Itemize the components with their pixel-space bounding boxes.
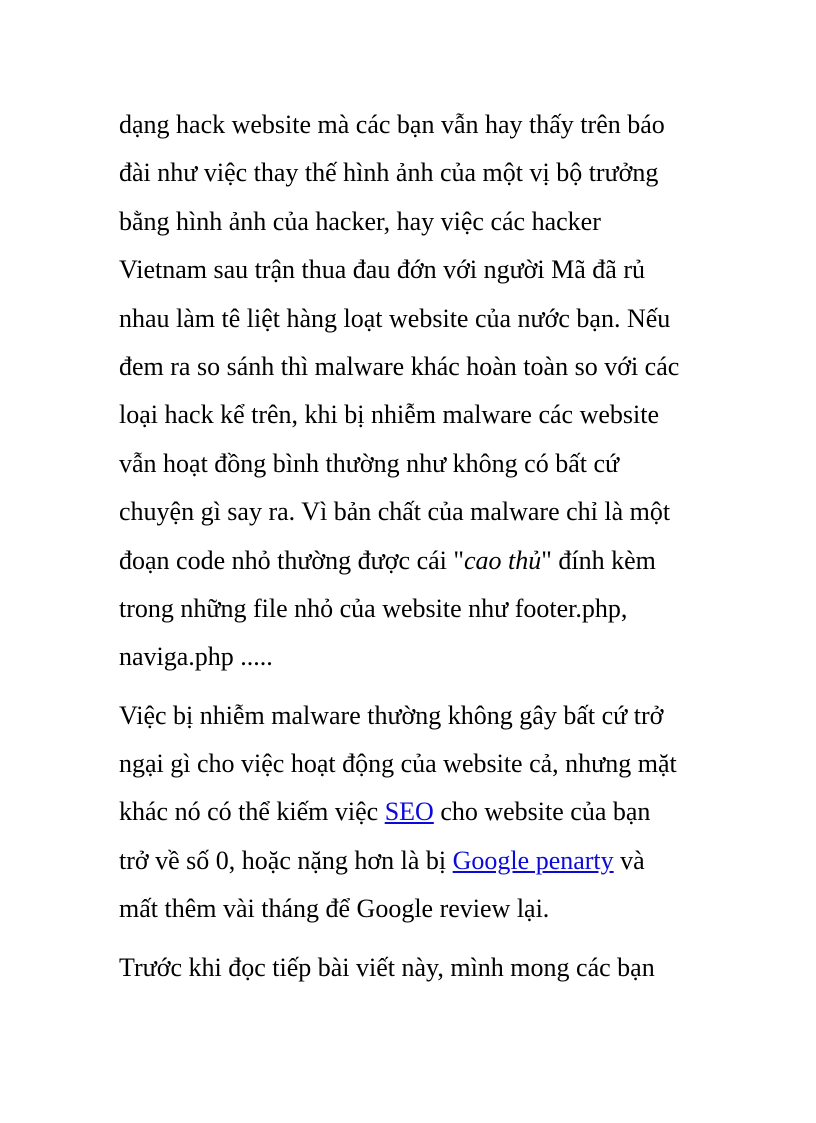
text-segment: đoạn code nhỏ thường được cái "	[119, 545, 464, 575]
text-line: loại hack kể trên, khi bị nhiễm malware các website	[119, 400, 660, 430]
text-line	[119, 537, 709, 585]
text-line: Việc bị nhiễm malware thường không gây bất cứ trở	[119, 700, 664, 730]
google-penalty-link[interactable]: Google penarty	[452, 845, 614, 875]
text-line: Vietnam sau trận thua đau đớn với người Mã đã rủ	[119, 255, 645, 285]
text-line: naviga.php .....	[119, 642, 273, 672]
text-line: ngại gì cho việc hoạt động của website cả, nhưng mặt	[119, 749, 677, 779]
paragraph-intro-next	[119, 944, 709, 992]
paragraph-malware-comparison	[119, 101, 709, 682]
text-segment: " đính kèm	[541, 545, 656, 575]
text-line: đem ra so sánh thì malware khác hoàn toàn so với các	[119, 351, 680, 381]
text-line	[119, 788, 709, 836]
text-line: vẫn hoạt đồng bình thường như không có bất cứ	[119, 448, 620, 478]
text-line: dạng hack website mà các bạn vẫn hay thấy trên báo	[119, 110, 665, 139]
text-line: nhau làm tê liệt hàng loạt website của nước bạn. Nếu	[119, 303, 671, 333]
text-line: mất thêm vài tháng để Google review lại.	[119, 894, 550, 924]
text-segment: khác nó có thể kiếm việc	[119, 797, 385, 827]
emphasized-text: cao thủ	[463, 545, 542, 575]
seo-link[interactable]: SEO	[384, 797, 434, 827]
text-line	[119, 837, 709, 885]
paragraph-spacer	[119, 934, 709, 944]
paragraph-spacer	[119, 682, 709, 692]
text-segment: và	[613, 845, 645, 875]
document-body	[119, 101, 709, 992]
text-line: trong những file nhỏ của website như footer.php,	[119, 593, 628, 623]
text-segment: cho website của bạn	[433, 797, 651, 827]
paragraph-seo-impact	[119, 692, 709, 934]
text-line: Trước khi đọc tiếp bài viết này, mình mong các bạn	[119, 952, 655, 982]
text-line: chuyện gì say ra. Vì bản chất của malware chỉ là một	[119, 497, 671, 527]
text-line: đài như việc thay thế hình ảnh của một vị bộ trưởng	[119, 158, 659, 188]
text-line: bằng hình ảnh của hacker, hay việc các hacker	[119, 206, 601, 236]
text-segment: trở về số 0, hoặc nặng hơn là bị	[119, 845, 453, 875]
